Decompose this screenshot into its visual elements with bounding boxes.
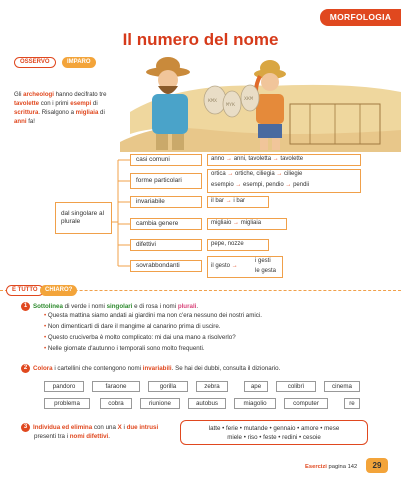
- category-casi-comuni: casi comuni: [130, 154, 202, 166]
- bullet-icon: •: [44, 345, 48, 352]
- word-card[interactable]: re: [344, 398, 360, 409]
- arrow-icon: →: [272, 156, 279, 162]
- instruction-keyword: due intrusi: [126, 424, 159, 432]
- exercise-number: 1: [21, 302, 30, 311]
- arrow-icon: →: [276, 171, 283, 177]
- exercise-3-instruction: [23, 423, 172, 441]
- category-sovrabbondanti: sovrabbondanti: [130, 260, 202, 272]
- word-card[interactable]: zebra: [196, 381, 228, 392]
- example-comuni: [211, 156, 303, 164]
- example-word: anno: [211, 156, 225, 162]
- intro-keyword: scrittura: [14, 109, 39, 116]
- section-tag: MORFOLOGIA: [320, 9, 401, 26]
- example-word: esempio: [211, 182, 234, 188]
- intro-keyword: tavolette: [14, 100, 40, 107]
- example-sovra-plural-2: le gesta: [255, 268, 277, 274]
- example-word: il bar: [211, 198, 225, 204]
- example-genere: [211, 220, 261, 228]
- bullet-icon: •: [44, 323, 48, 330]
- chiaro-pill: CHIARO?: [40, 285, 77, 296]
- example-word: anni, tavoletta: [233, 156, 272, 162]
- word-card[interactable]: problema: [44, 398, 90, 409]
- word-list-line-1: latte • ferie • mutande • gennaio • amore • mese: [208, 425, 340, 432]
- sentence-text: Questo cruciverba è molto complicato: mi dai una mano a risolverlo?: [47, 334, 236, 341]
- intro-part: di: [98, 109, 105, 116]
- intro-part: di: [91, 100, 98, 107]
- tablet-glyphs-3: XKM: [244, 96, 254, 102]
- tablet-glyphs-2: MYK: [226, 102, 236, 108]
- arrow-icon: →: [235, 182, 242, 188]
- example-word: ortiche, ciliegia: [235, 171, 275, 177]
- sentence-text: Nelle giornate d'autunno i temporali sono molto frequenti.: [47, 345, 205, 352]
- osservo-pill: OSSERVO: [14, 57, 56, 68]
- example-word: tavolette: [280, 156, 304, 162]
- intro-text: [14, 90, 114, 126]
- intro-keyword: migliaia: [75, 109, 99, 116]
- word-card[interactable]: riunione: [140, 398, 180, 409]
- sentence-text: Questa mattina siamo andati ai giardini ma non c'era nessuno dei nostri amici.: [47, 312, 262, 319]
- word-card[interactable]: colibrì: [276, 381, 316, 392]
- arrow-icon: →: [225, 198, 232, 204]
- word-card[interactable]: cobra: [100, 398, 132, 409]
- intro-part: . Risalgono a: [38, 109, 76, 116]
- category-invariabile: invariabile: [130, 196, 202, 208]
- example-word: migliaia: [240, 220, 262, 226]
- instruction-keyword: X: [117, 424, 122, 432]
- footer-pagina: pagina 142: [328, 464, 358, 470]
- arrow-icon: →: [231, 263, 238, 269]
- footer-reference: [305, 464, 357, 470]
- instruction-text: .: [196, 303, 199, 311]
- exercise-number: 2: [21, 364, 30, 373]
- word-card[interactable]: faraone: [92, 381, 140, 392]
- page-number: 29: [366, 458, 388, 473]
- arrow-icon: →: [226, 156, 233, 162]
- example-word: ortica: [211, 171, 226, 177]
- intro-keyword: anni: [14, 118, 27, 125]
- instruction-text: .: [108, 432, 110, 440]
- word-list-box[interactable]: [180, 420, 368, 445]
- tutto-pill: È TUTTO: [6, 285, 44, 296]
- word-card[interactable]: autobus: [188, 398, 226, 409]
- instruction-text: e di rosa i nomi: [132, 303, 178, 311]
- arrow-icon: →: [233, 220, 240, 226]
- instruction-keyword: nomi difettivi: [69, 432, 109, 440]
- category-difettivi: difettivi: [130, 239, 202, 251]
- exercise-1-sentence[interactable]: [44, 334, 236, 342]
- example-invariabile: [211, 198, 245, 206]
- instruction-text: di verde i nomi: [62, 303, 107, 311]
- word-card[interactable]: ape: [244, 381, 268, 392]
- example-particolari-1: [211, 171, 302, 179]
- instruction-keyword: Individua ed: [33, 424, 71, 432]
- category-cambia-genere: cambia genere: [130, 218, 202, 230]
- word-card[interactable]: miagolio: [234, 398, 276, 409]
- bullet-icon: •: [44, 312, 48, 319]
- example-word: ciliegie: [284, 171, 303, 177]
- exercise-1-sentence[interactable]: [44, 312, 262, 320]
- example-particolari-2: [211, 182, 309, 190]
- instruction-keyword: Colora: [33, 365, 53, 373]
- archaeologists-illustration: [120, 52, 401, 152]
- arrow-icon: →: [285, 182, 292, 188]
- word-card[interactable]: pandoro: [44, 381, 84, 392]
- example-sovra-plural-1: i gesti: [255, 258, 271, 264]
- example-word: il gesto: [211, 263, 231, 269]
- example-word: migliaio: [211, 220, 232, 226]
- diagram-root-box: dal singolare al plurale: [55, 202, 112, 234]
- page-title: Il numero del nome: [122, 30, 279, 49]
- osservo-imparo-label: [14, 57, 124, 68]
- intro-part: Gli: [14, 91, 24, 98]
- intro-keyword: archeologi: [23, 91, 54, 98]
- instruction-keyword: invariabili: [142, 365, 172, 373]
- word-card[interactable]: computer: [284, 398, 328, 409]
- instruction-keyword: elimina: [70, 424, 93, 432]
- intro-part: fa!: [26, 118, 35, 125]
- example-difettivi: pepe, nozze: [211, 241, 244, 247]
- exercise-2-instruction: [23, 364, 394, 374]
- word-card[interactable]: gorilla: [148, 381, 188, 392]
- example-word: esempi, pendio: [243, 182, 284, 188]
- intro-part: hanno decifrato tre: [53, 91, 107, 98]
- exercise-1-sentence[interactable]: [44, 323, 221, 331]
- example-word: i bar: [233, 198, 246, 204]
- sentence-text: Non dimenticarti di dare il mangime al canarino prima di uscire.: [47, 323, 221, 330]
- tablet-glyphs-1: KMX: [208, 98, 218, 104]
- exercise-1-instruction: [23, 302, 394, 312]
- instruction-text: con una: [92, 424, 118, 432]
- exercise-number: 3: [21, 423, 30, 432]
- category-forme-particolari: forme particolari: [130, 173, 202, 189]
- bullet-icon: •: [44, 334, 48, 341]
- instruction-text: i cartellini che contengono nomi: [52, 365, 143, 373]
- instruction-text: presenti tra i: [34, 432, 70, 440]
- chiaro-label: [0, 285, 401, 296]
- instruction-keyword: singolari: [106, 303, 133, 311]
- footer-esercizi: Esercizi: [305, 464, 327, 470]
- intro-keyword: esempi: [70, 100, 92, 107]
- arrow-icon: →: [227, 171, 234, 177]
- exercise-1-sentence[interactable]: [44, 345, 205, 353]
- example-word: pendii: [293, 182, 310, 188]
- instruction-text: . Se hai dei dubbi, consulta il dizionario.: [171, 365, 281, 373]
- word-list-line-2: miele • riso • feste • redini • cesoie: [227, 434, 321, 441]
- instruction-keyword: Sottolinea: [33, 303, 63, 311]
- intro-part: con i primi: [39, 100, 71, 107]
- imparo-pill: IMPARO: [62, 57, 96, 68]
- example-sovra-singular: [211, 263, 238, 271]
- instruction-keyword: plurali: [177, 303, 197, 311]
- word-card[interactable]: cinema: [324, 381, 360, 392]
- instruction-text: i: [121, 424, 127, 432]
